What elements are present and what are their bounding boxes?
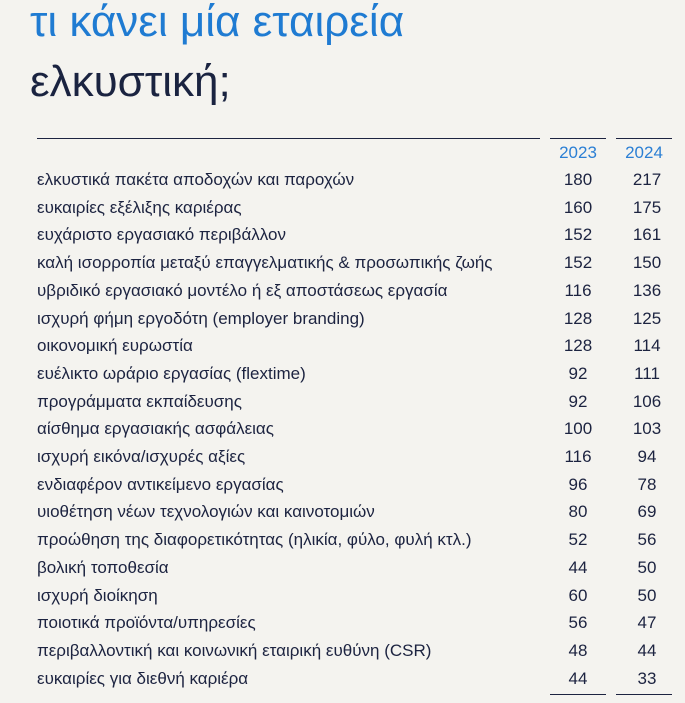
row-label: βολική τοποθεσία [37, 557, 169, 577]
value-2024: 44 [637, 640, 657, 660]
footer-rule-2023 [550, 694, 606, 695]
row-label: καλή ισορροπία μεταξύ επαγγελματικής & προσωπικής ζωής [37, 253, 493, 273]
value-2023: 100 [563, 419, 593, 439]
row-label: οικονομική ευρωστία [37, 336, 193, 356]
value-2024: 111 [634, 363, 660, 383]
value-2023: 80 [568, 502, 588, 522]
value-2023: 152 [563, 253, 593, 273]
value-2024: 114 [633, 336, 661, 356]
value-2023: 44 [568, 557, 588, 577]
row-label: προγράμματα εκπαίδευσης [37, 391, 242, 411]
table-row [37, 305, 677, 333]
value-2024: 56 [637, 530, 657, 550]
table-row [37, 277, 677, 305]
row-label: περιβαλλοντική και κοινωνική εταιρική ευθύνη (CSR) [37, 640, 432, 660]
value-2023: 128 [563, 336, 593, 356]
table-row [37, 609, 677, 637]
value-2024: 50 [637, 557, 657, 577]
value-2023: 52 [568, 530, 588, 550]
column-header-2024: 2024 [625, 143, 663, 162]
row-label: ευχάριστο εργασιακό περιβάλλον [37, 225, 286, 245]
row-label: ενδιαφέρον αντικείμενο εργασίας [37, 474, 284, 494]
footer-rule-2024 [616, 694, 672, 695]
value-2024: 136 [632, 280, 662, 300]
table-row [37, 498, 677, 526]
table-row [37, 415, 677, 443]
column-header-2023: 2023 [559, 143, 597, 162]
value-2023: 60 [568, 585, 588, 605]
heading-line1: τι κάνει μία εταιρεία [30, 0, 405, 46]
value-2023: 152 [563, 225, 593, 245]
value-2024: 161 [632, 225, 662, 245]
row-label: ευκαιρίες εξέλιξης καριέρας [37, 197, 242, 217]
value-2024: 217 [632, 170, 662, 189]
value-2024: 106 [632, 391, 662, 411]
value-2023: 160 [563, 197, 593, 217]
value-2024: 50 [637, 585, 657, 605]
header-rule-2023 [550, 138, 606, 139]
table-row [37, 443, 677, 471]
value-2023: 180 [563, 170, 593, 189]
row-label: ισχυρή εικόνα/ισχυρές αξίες [37, 447, 246, 466]
table-row [37, 388, 677, 416]
value-2024: 78 [637, 474, 657, 494]
header-rule-label [37, 138, 540, 139]
value-2023: 92 [568, 363, 588, 383]
value-2024: 69 [637, 502, 657, 522]
value-2024: 150 [632, 253, 662, 273]
value-2024: 47 [637, 613, 657, 633]
value-2023: 92 [568, 391, 588, 411]
row-label: ευκαιρίες για διεθνή καριέρα [37, 668, 249, 688]
table-row [37, 665, 677, 693]
row-label: ισχυρή διοίκηση [37, 585, 158, 605]
value-2023: 116 [564, 280, 592, 300]
value-2023: 56 [568, 613, 588, 633]
row-label: ελκυστικά πακέτα αποδοχών και παροχών [37, 170, 355, 189]
table-row [37, 166, 677, 194]
table-row [37, 582, 677, 610]
row-label: προώθηση της διαφορετικότητας (ηλικία, φύλο, φυλή κτλ.) [37, 530, 472, 550]
table-row [37, 194, 677, 222]
table-row [37, 637, 677, 665]
table-row [37, 221, 677, 249]
value-2024: 94 [637, 447, 657, 466]
table-row [37, 471, 677, 499]
value-2024: 175 [632, 197, 662, 217]
table-row [37, 554, 677, 582]
row-label: υιοθέτηση νέων τεχνολογιών και καινοτομιών [37, 502, 375, 522]
row-label: ευέλικτο ωράριο εργασίας (flextime) [37, 363, 306, 383]
row-label: αίσθημα εργασιακής ασφάλειας [37, 419, 274, 439]
value-2024: 125 [632, 308, 662, 328]
table-row [37, 249, 677, 277]
value-2024: 103 [632, 419, 662, 439]
value-2023: 96 [568, 474, 588, 494]
value-2023: 128 [563, 308, 593, 328]
row-label: ισχυρή φήμη εργοδότη (employer branding) [37, 308, 365, 328]
value-2023: 116 [564, 447, 592, 466]
heading-line2: ελκυστική; [30, 57, 231, 106]
value-2023: 48 [568, 640, 588, 660]
table-row [37, 332, 677, 360]
row-label: ποιοτικά προϊόντα/υπηρεσίες [37, 613, 256, 633]
header-rule-2024 [616, 138, 672, 139]
value-2023: 44 [568, 668, 588, 688]
row-label: υβριδικό εργασιακό μοντέλο ή εξ αποστάσεως εργασία [37, 280, 448, 300]
table-row [37, 360, 677, 388]
table-row [37, 526, 677, 554]
value-2024: 33 [637, 668, 657, 688]
